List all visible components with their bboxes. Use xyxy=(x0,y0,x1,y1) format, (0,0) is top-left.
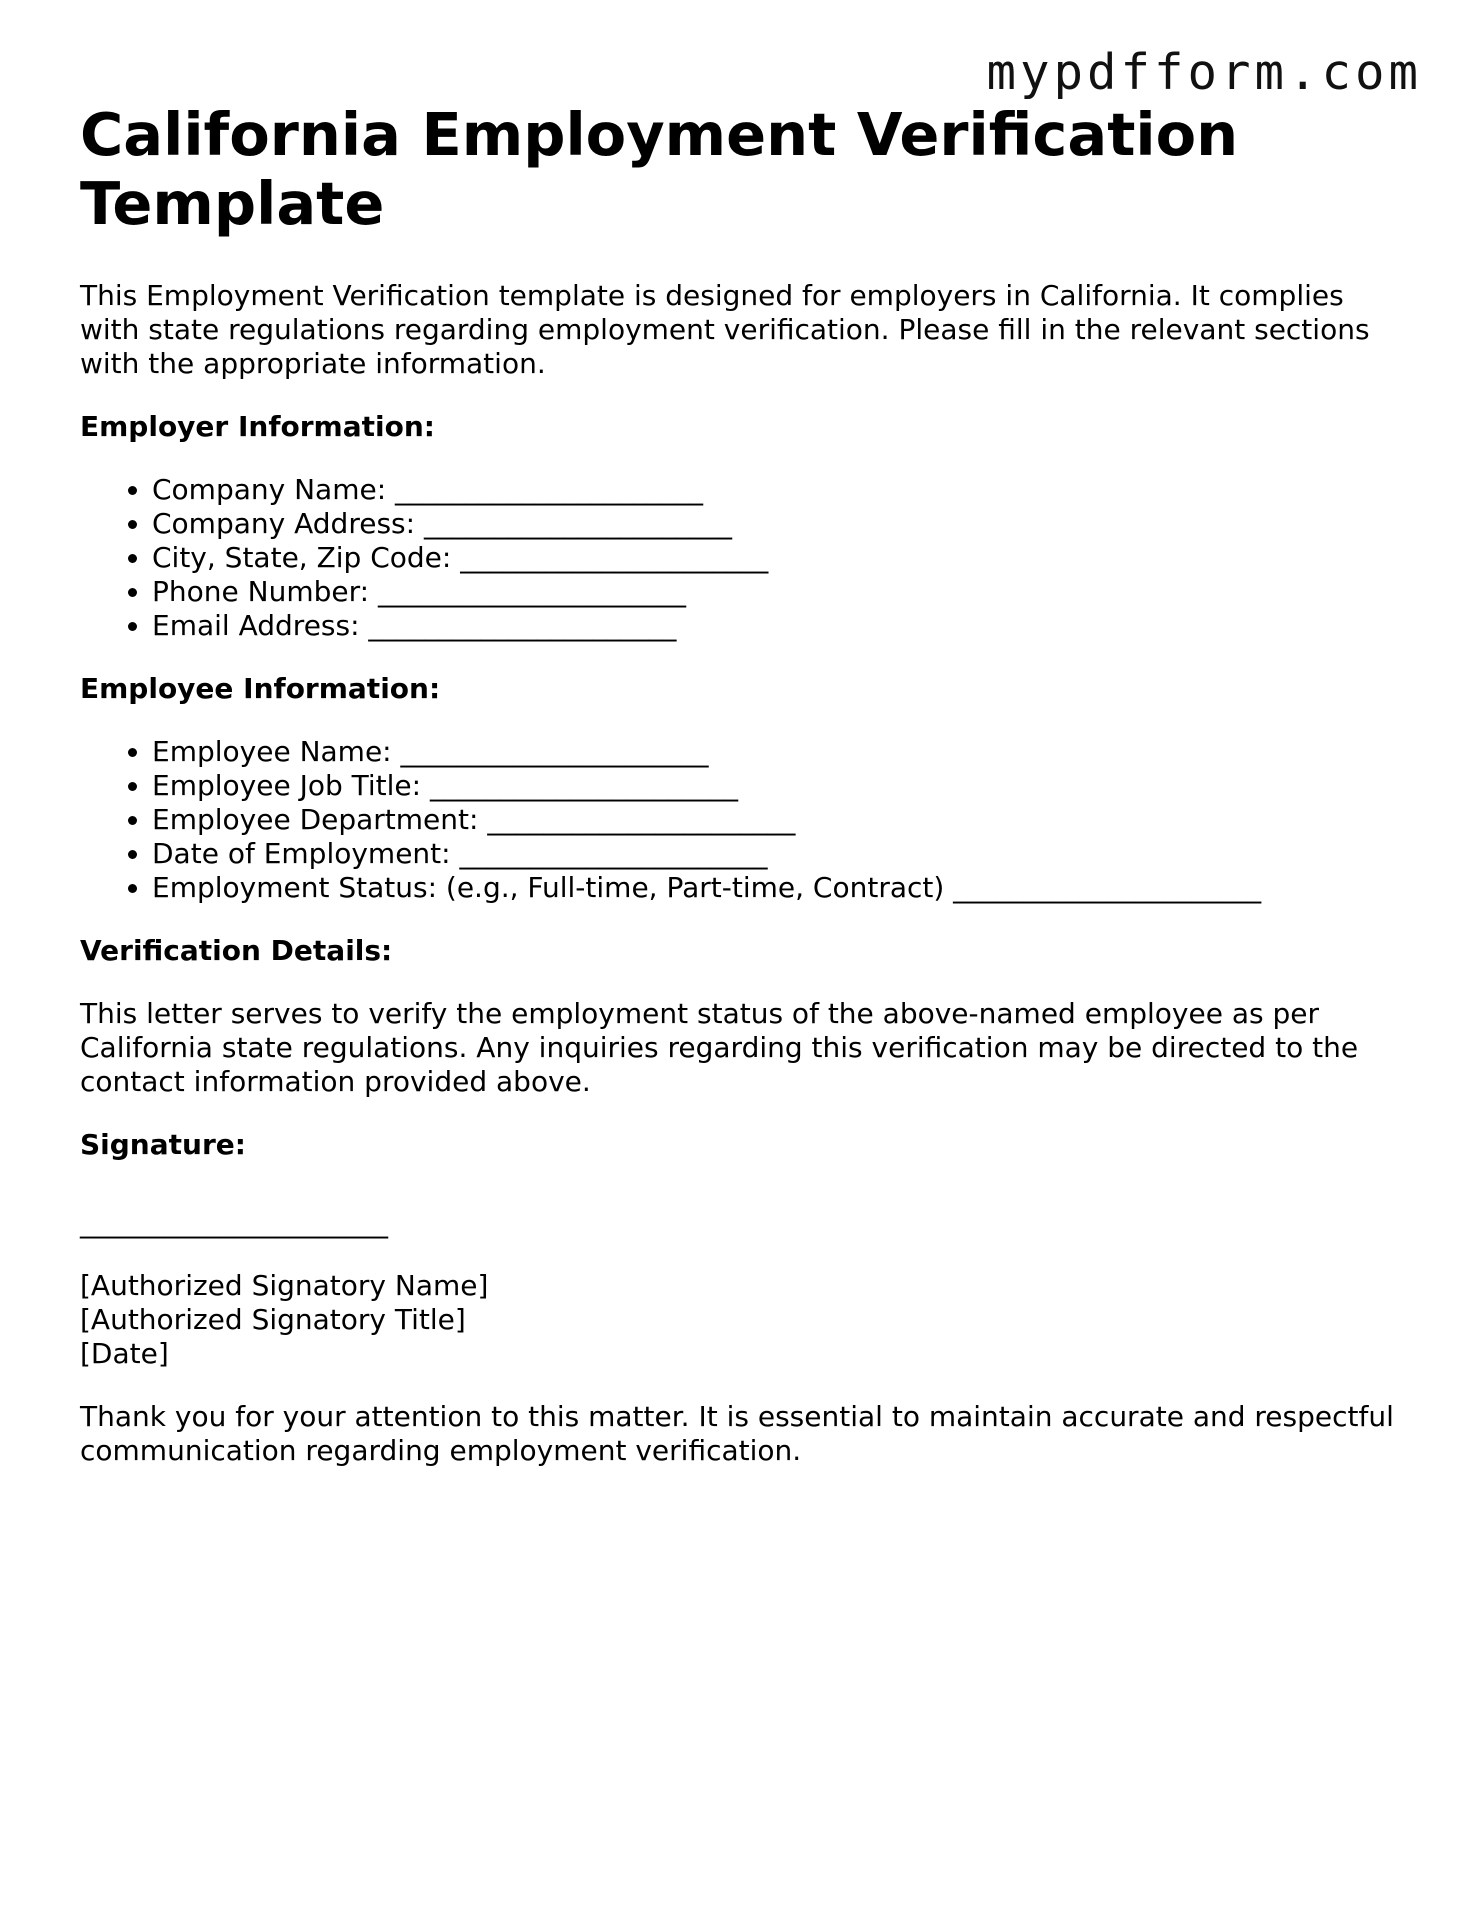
employee-department-field: • Employee Department: ______________________ xyxy=(152,803,1410,837)
intro-paragraph: This Employment Verification template is designed for employers in California. It complies with state regulations regarding employment verification. Please fill in the relevant sections with the appropriate information. xyxy=(80,279,1370,380)
employee-name-field: • Employee Name: ______________________ xyxy=(152,735,1410,769)
date-of-employment-field: • Date of Employment: ______________________ xyxy=(152,837,1410,871)
signatory-block xyxy=(80,1269,1410,1371)
employment-status-field: • Employment Status: (e.g., Full-time, Part-time, Contract) ______________________ xyxy=(152,871,1410,905)
email-address-field: • Email Address: ______________________ xyxy=(152,609,1410,643)
employee-section-heading: Employee Information: xyxy=(80,672,441,705)
employee-job-title-field: • Employee Job Title: ______________________ xyxy=(152,769,1410,803)
signature-section-heading: Signature: xyxy=(80,1128,246,1161)
document-body xyxy=(80,100,1410,1468)
document-title: California Employment Verification Template xyxy=(80,100,1239,238)
employee-fields-list xyxy=(80,735,1410,905)
phone-number-field: • Phone Number: ______________________ xyxy=(152,575,1410,609)
company-address-field: • Company Address: ______________________ xyxy=(152,507,1410,541)
verification-paragraph: This letter serves to verify the employment status of the above-named employee as per California state regulations. Any inquiries regarding this verification may be directed to the contact information provided above. xyxy=(80,997,1359,1098)
city-state-zip-field: • City, State, Zip Code: ______________________ xyxy=(152,541,1410,575)
signature-date-placeholder: [Date] xyxy=(80,1337,169,1370)
closing-paragraph: Thank you for your attention to this matter. It is essential to maintain accurate and respectful communication regarding employment verification. xyxy=(80,1400,1394,1467)
signatory-title-placeholder: [Authorized Signatory Title] xyxy=(80,1303,466,1336)
site-watermark: mypdfform.com xyxy=(986,44,1422,101)
employer-fields-list xyxy=(80,473,1410,643)
company-name-field: • Company Name: ______________________ xyxy=(152,473,1410,507)
signature-line: ______________________ xyxy=(80,1206,388,1239)
signatory-name-placeholder: [Authorized Signatory Name] xyxy=(80,1269,489,1302)
verification-section-heading: Verification Details: xyxy=(80,934,393,967)
employer-section-heading: Employer Information: xyxy=(80,410,435,443)
